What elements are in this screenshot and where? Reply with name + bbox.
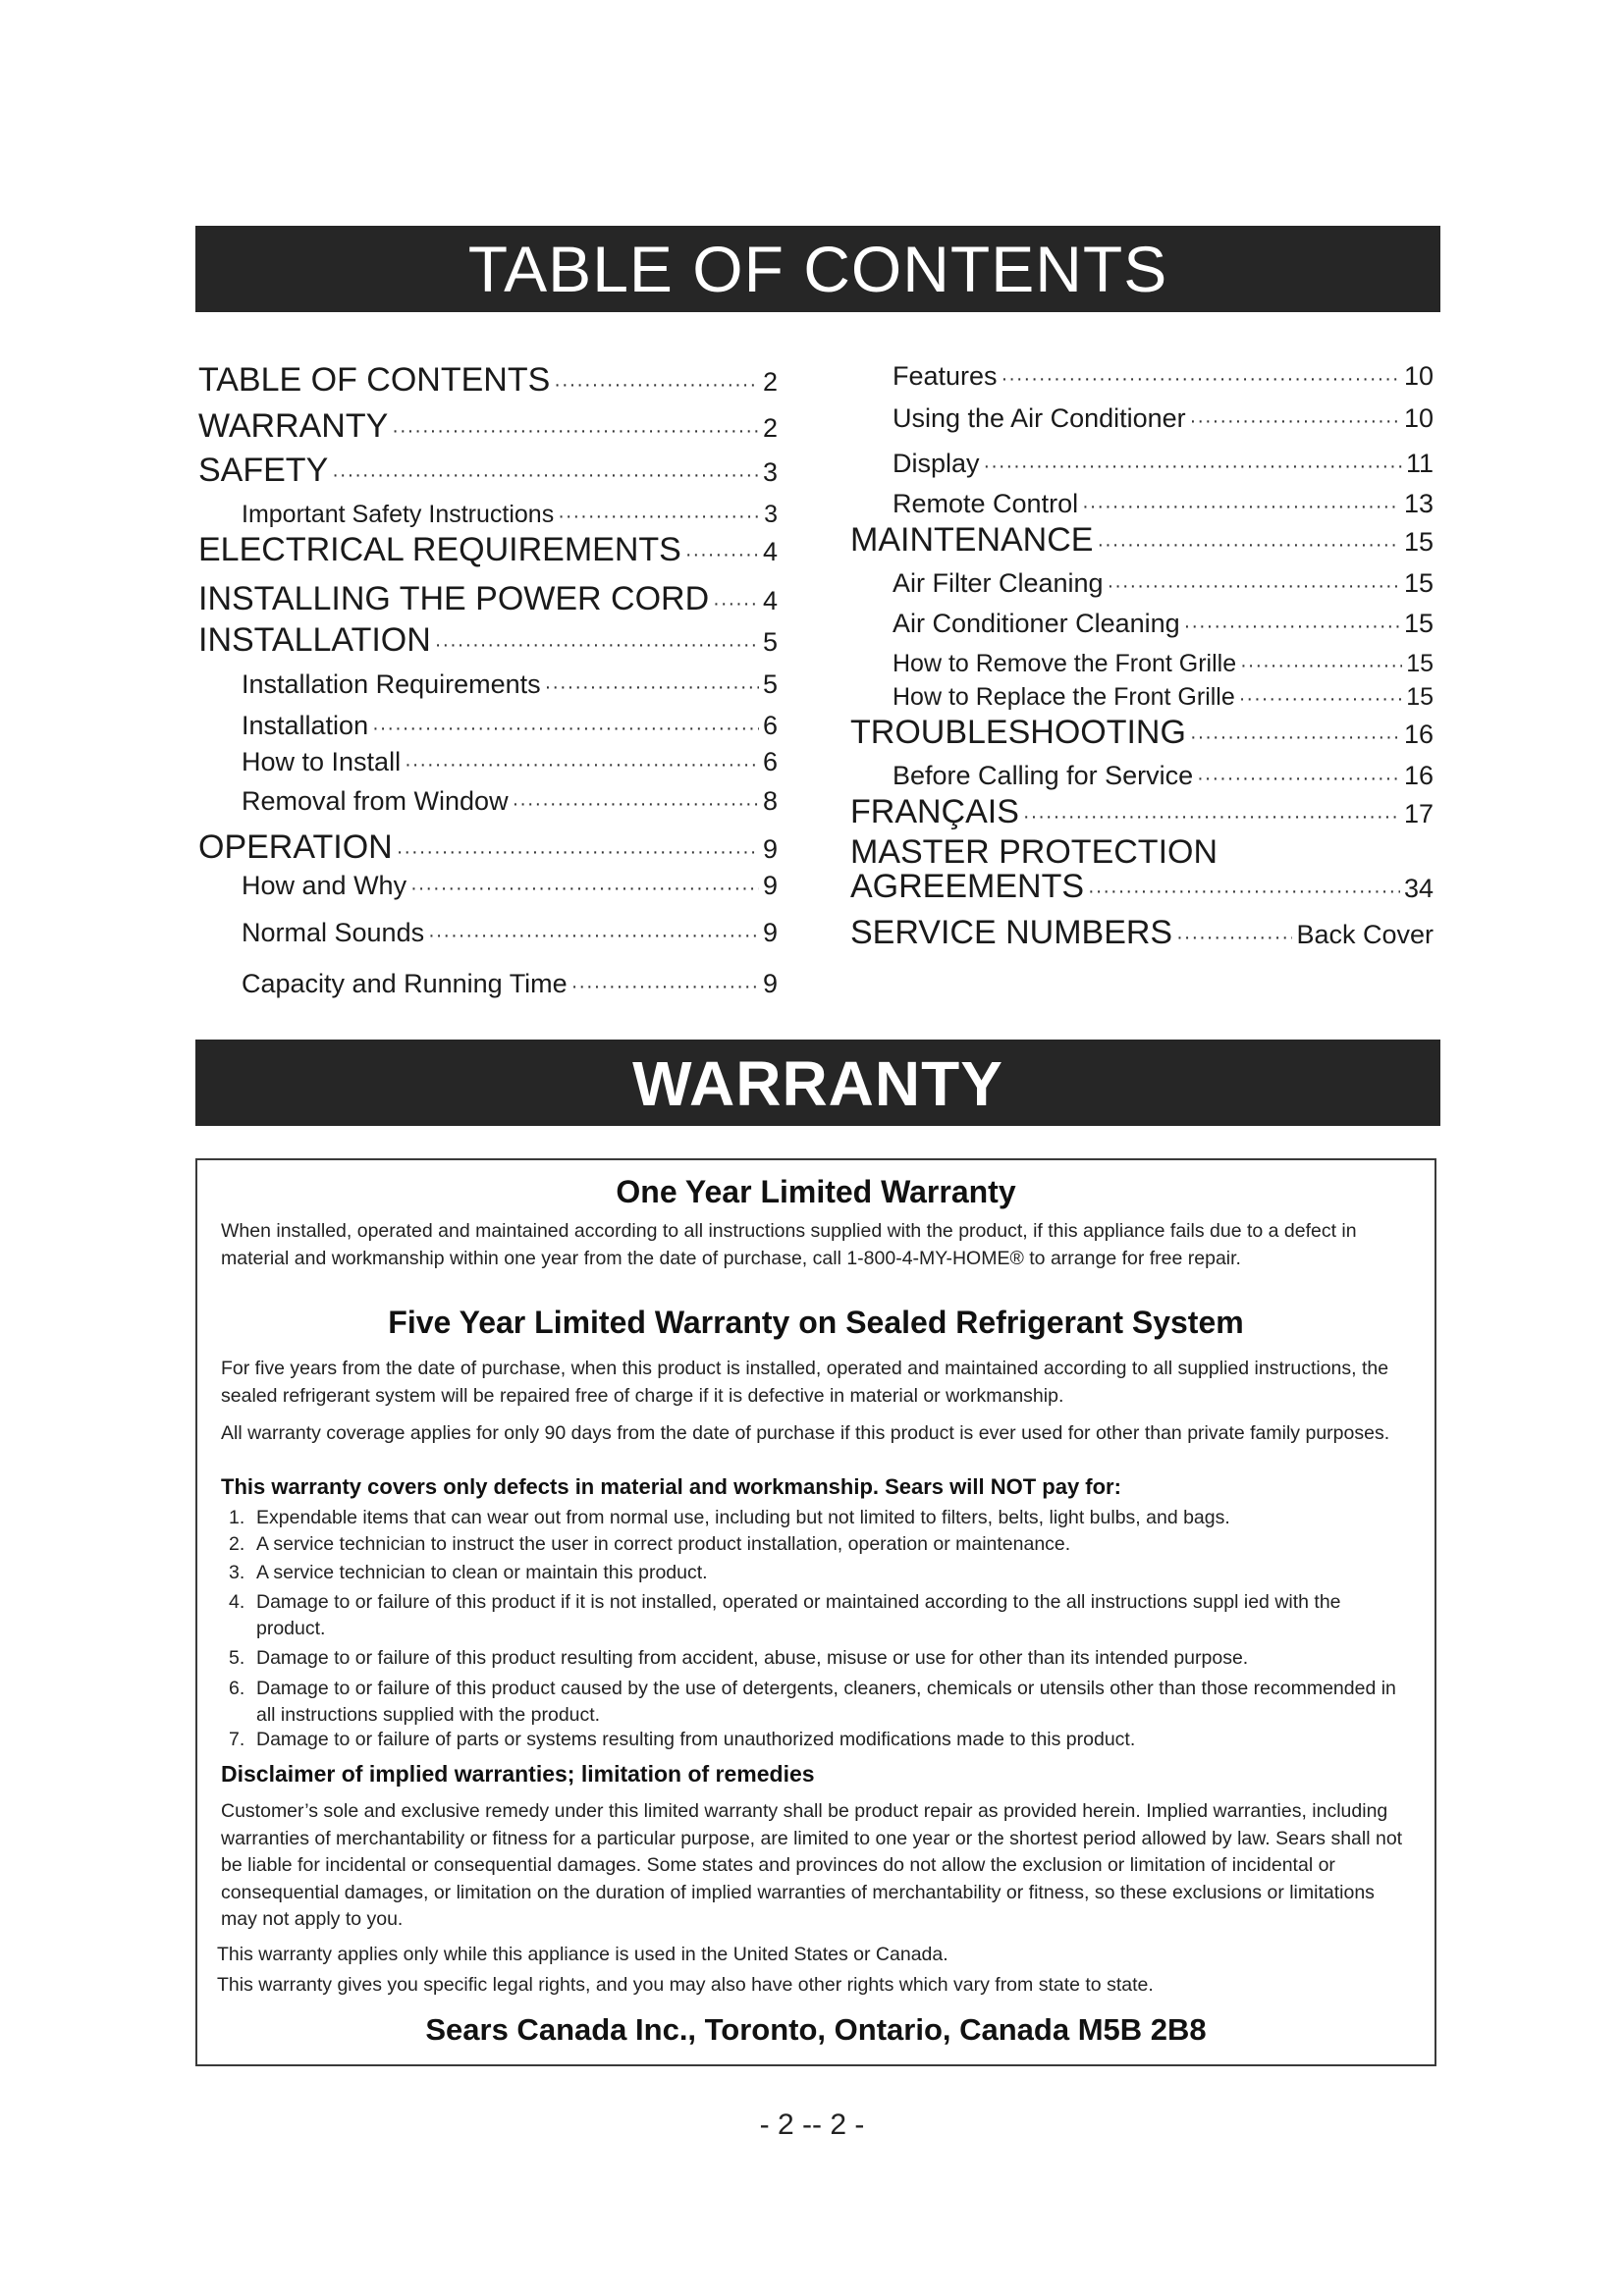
toc-entry-label: Important Safety Instructions <box>242 501 555 528</box>
toc-entry-label: MASTER PROTECTION <box>850 833 1218 871</box>
toc-entry-page: 4 <box>762 537 778 566</box>
toc-entry-page: 34 <box>1403 874 1434 903</box>
toc-entry-page: 6 <box>762 711 778 740</box>
toc-entry-page: 10 <box>1403 403 1434 433</box>
toc-entry-label: How to Remove the Front Grille <box>893 650 1237 677</box>
toc-entry[interactable] <box>198 711 778 741</box>
toc-entry[interactable] <box>850 761 1434 791</box>
warranty-box <box>195 1158 1436 2066</box>
toc-entry[interactable] <box>850 609 1434 639</box>
toc-entry-page: 13 <box>1403 489 1434 518</box>
toc-entry[interactable] <box>850 683 1434 712</box>
toc-entry-page: 3 <box>762 457 778 487</box>
toc-entry-label: Features <box>893 361 998 391</box>
toc-entry-page: 15 <box>1406 650 1434 677</box>
toc-entry-label: ELECTRICAL REQUIREMENTS <box>198 531 681 568</box>
toc-entry-label: AGREEMENTS <box>850 868 1085 905</box>
toc-entry-page: 16 <box>1403 720 1434 749</box>
toc-entry[interactable] <box>198 531 778 569</box>
toc-entry-page: 9 <box>762 871 778 900</box>
toc-entry-page: Back Cover <box>1296 920 1434 949</box>
toc-entry[interactable] <box>198 407 778 446</box>
toc-entry-page: 15 <box>1403 568 1434 598</box>
disclaimer-text: Customer’s sole and exclusive remedy under this limited warranty shall be product repair as provided herein. Implied warranties, including warranties of merchantability or fitness for a particular purpose, are limited to one year or the shortest period allowed by law. Sears shall not be liable for incidental or consequential damages. Some states and provinces do not allow the exclusion or limitation of incidental or consequential damages, or limitation on the duration of implied warranties of merchantability or fitness, so these exclusions or limitations may not apply to you. <box>221 1800 1403 1930</box>
toc-entry-label: WARRANTY <box>198 407 389 445</box>
list-item: 4. Damage to or failure of this product if it is not installed, operated or maintained according to the all instructions suppl ied with the product. <box>229 1591 1341 1639</box>
coverage-text: All warranty coverage applies for only 90 days from the date of purchase if this product is ever used for other than private family purposes. <box>221 1422 1390 1444</box>
toc-entry[interactable] <box>198 828 778 867</box>
toc-entry[interactable] <box>850 914 1434 952</box>
list-item: 5. Damage to or failure of this product resulting from accident, abuse, misuse or use for other than its intended purpose. <box>229 1647 1249 1669</box>
list-item: 6. Damage to or failure of this product caused by the use of detergents, cleaners, chemicals or utensils other than those recommended in all instructions supplied with the product. <box>229 1678 1396 1726</box>
toc-entry-label: INSTALLING THE POWER CORD <box>198 580 710 617</box>
list-item: 1. Expendable items that can wear out from normal use, including but not limited to filters, belts, light bulbs, and bags. <box>229 1507 1230 1528</box>
toc-entry-page: 15 <box>1403 527 1434 557</box>
disclaimer-heading: Disclaimer of implied warranties; limitation of remedies <box>221 1761 815 1787</box>
toc-entry-page: 15 <box>1406 683 1434 711</box>
toc-entry-label: OPERATION <box>198 828 393 866</box>
toc-entry-label: Installation <box>242 711 369 740</box>
toc-entry-label: Capacity and Running Time <box>242 969 568 998</box>
toc-entry[interactable] <box>850 568 1434 599</box>
toc-entry-label: Normal Sounds <box>242 918 425 947</box>
toc-entry-label: INSTALLATION <box>198 621 431 659</box>
toc-entry-page: 9 <box>762 918 778 947</box>
list-item: 7. Damage to or failure of parts or systems resulting from unauthorized modifications made to this product. <box>229 1729 1136 1750</box>
toc-entry-label: Air Conditioner Cleaning <box>893 609 1180 638</box>
rights-text: This warranty gives you specific legal rights, and you may also have other rights which vary from state to state. <box>217 1974 1154 1996</box>
toc-entry[interactable] <box>850 650 1434 678</box>
toc-entry-label: Air Filter Cleaning <box>893 568 1104 598</box>
toc-entry[interactable] <box>850 521 1434 560</box>
toc-entry-page: 4 <box>762 586 778 615</box>
warranty-banner: WARRANTY <box>195 1040 1440 1126</box>
applies-text: This warranty applies only while this appliance is used in the United States or Canada. <box>217 1944 948 1965</box>
toc-entry[interactable] <box>198 786 778 817</box>
toc-entry-page: 17 <box>1403 799 1434 828</box>
toc-entry[interactable] <box>850 361 1434 392</box>
covers-heading: This warranty covers only defects in material and workmanship. Sears will NOT pay for: <box>221 1474 1121 1499</box>
toc-entry[interactable] <box>198 361 778 400</box>
company-address: Sears Canada Inc., Toronto, Ontario, Canada M5B 2B8 <box>425 2012 1207 2047</box>
toc-entry[interactable] <box>850 403 1434 434</box>
list-item: 3. A service technician to clean or maintain this product. <box>229 1562 708 1583</box>
toc-entry-page: 2 <box>762 413 778 443</box>
toc-entry-label: FRANÇAIS <box>850 793 1019 830</box>
toc-entry-label: How to Install <box>242 747 402 776</box>
five-year-title: Five Year Limited Warranty on Sealed Refrigerant System <box>388 1305 1244 1340</box>
toc-banner: TABLE OF CONTENTS <box>195 226 1440 312</box>
toc-entry[interactable] <box>850 868 1434 906</box>
toc-entry[interactable] <box>198 621 778 660</box>
toc-entry-page: 16 <box>1403 761 1434 790</box>
toc-entry-page: 15 <box>1403 609 1434 638</box>
toc-entry-label: Removal from Window <box>242 786 509 816</box>
toc-entry-page: 11 <box>1405 449 1434 478</box>
toc-entry-page: 5 <box>762 627 778 657</box>
toc-entry-page: 9 <box>762 834 778 864</box>
toc-entry-page: 6 <box>762 747 778 776</box>
five-year-text: For five years from the date of purchase, when this product is installed, operated and maintained according to all supplied instructions, the sealed refrigerant system will be repaired free of charge if it is defective in material or workmanship. <box>221 1358 1389 1407</box>
toc-entry-label: Installation Requirements <box>242 669 541 699</box>
toc-entry[interactable] <box>850 793 1434 831</box>
toc-entry[interactable] <box>850 449 1434 479</box>
one-year-text: When installed, operated and maintained according to all instructions supplied with the product, if this appliance fails due to a defect in material and workmanship within one year from the date of purchase, call 1-800-4-MY-HOME® to arrange for free repair. <box>221 1220 1357 1269</box>
toc-entry[interactable] <box>198 747 778 777</box>
toc-entry-page: 3 <box>764 501 778 528</box>
page-number: - 2 -- 2 - <box>759 2109 865 2141</box>
toc-entry-label: SERVICE NUMBERS <box>850 914 1173 951</box>
toc-entry[interactable] <box>198 501 778 529</box>
toc-entry-label: MAINTENANCE <box>850 521 1094 559</box>
toc-entry-label: SAFETY <box>198 452 329 489</box>
toc-entry-label: How to Replace the Front Grille <box>893 683 1235 711</box>
toc-entry-label: Before Calling for Service <box>893 761 1194 790</box>
toc-entry[interactable] <box>198 969 778 999</box>
toc-entry-page: 5 <box>762 669 778 699</box>
toc-entry[interactable] <box>850 714 1434 752</box>
toc-entry[interactable] <box>198 580 778 618</box>
list-item: 2. A service technician to instruct the user in correct product installation, operation or maintenance. <box>229 1533 1071 1555</box>
toc-entry-page: 9 <box>762 969 778 998</box>
toc-entry-label: TABLE OF CONTENTS <box>198 361 551 399</box>
toc-entry-page: 8 <box>762 786 778 816</box>
toc-entry[interactable] <box>850 489 1434 519</box>
one-year-title: One Year Limited Warranty <box>616 1174 1016 1209</box>
toc-entry[interactable] <box>198 871 778 901</box>
toc-entry-page: 2 <box>762 367 778 397</box>
toc-entry[interactable] <box>198 452 778 490</box>
toc-entry-label: Using the Air Conditioner <box>893 403 1186 433</box>
toc-entry-label: TROUBLESHOOTING <box>850 714 1186 751</box>
toc-entry-label: Display <box>893 449 980 478</box>
toc-entry[interactable] <box>198 918 778 948</box>
toc-entry-label: Remote Control <box>893 489 1079 518</box>
toc-entry-page: 10 <box>1403 361 1434 391</box>
toc-entry-label: How and Why <box>242 871 407 900</box>
toc-entry[interactable] <box>198 669 778 700</box>
